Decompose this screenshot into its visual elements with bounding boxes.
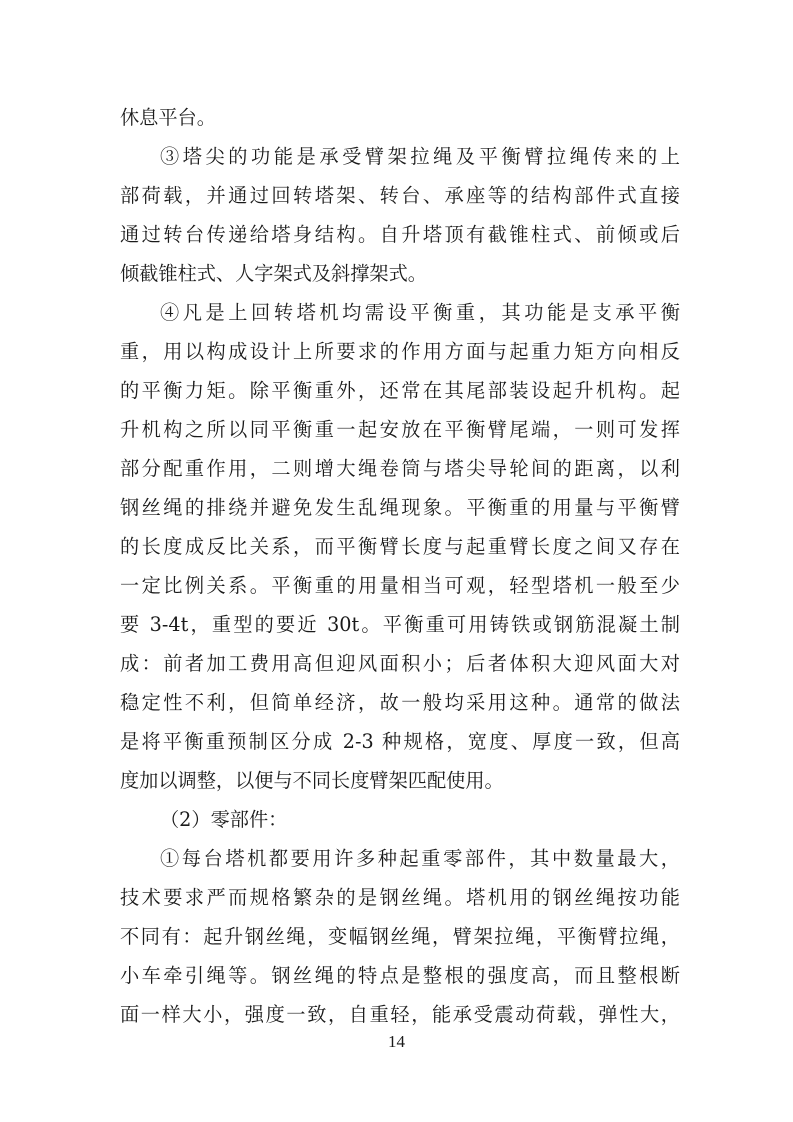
text-line: 是将平衡重预制区分成 2-3 种规格，宽度、厚度一致，但高	[120, 730, 680, 753]
text-line: 升机构之所以同平衡重一起安放在平衡臂尾端，一则可发挥	[120, 418, 680, 441]
text-line: 成：前者加工费用高但迎风面积小；后者体积大迎风面大对	[120, 652, 680, 675]
text-line: 面一样大小，强度一致，自重轻，能承受震动荷载，弹性大，	[120, 1003, 680, 1026]
text-line: 稳定性不利，但简单经济，故一般均采用这种。通常的做法	[120, 691, 680, 714]
text-line: 的长度成反比关系，而平衡臂长度与起重臂长度之间又存在	[120, 535, 680, 558]
body-text	[120, 98, 680, 1034]
text-line: 技术要求严而规格繁杂的是钢丝绳。塔机用的钢丝绳按功能	[120, 886, 680, 909]
text-line: ③塔尖的功能是承受臂架拉绳及平衡臂拉绳传来的上	[160, 145, 680, 168]
text-line: 钢丝绳的排绕并避免发生乱绳现象。平衡重的用量与平衡臂	[120, 496, 680, 519]
text-line: 一定比例关系。平衡重的用量相当可观，轻型塔机一般至少	[120, 574, 680, 597]
text-line: 部荷载，并通过回转塔架、转台、承座等的结构部件式直接	[120, 184, 680, 207]
text-line: 的平衡力矩。除平衡重外，还常在其尾部装设起升机构。起	[120, 379, 680, 402]
text-line: 不同有：起升钢丝绳，变幅钢丝绳，臂架拉绳，平衡臂拉绳，	[120, 925, 680, 948]
text-line: 休息平台。	[120, 106, 216, 129]
text-line: 通过转台传递给塔身结构。自升塔顶有截锥柱式、前倾或后	[120, 223, 680, 246]
text-line: 小车牵引绳等。钢丝绳的特点是整根的强度高，而且整根断	[120, 964, 680, 987]
text-line: ①每台塔机都要用许多种起重零部件，其中数量最大，	[160, 847, 680, 870]
text-line: 要 3-4t，重型的要近 30t。平衡重可用铸铁或钢筋混凝土制	[120, 613, 680, 636]
section-heading: （2）零部件：	[160, 808, 288, 831]
text-line: 度加以调整，以便与不同长度臂架匹配使用。	[120, 769, 504, 792]
text-line: 倾截锥柱式、人字架式及斜撑架式。	[120, 262, 427, 285]
text-line: 部分配重作用，二则增大绳卷筒与塔尖导轮间的距离，以利	[120, 457, 680, 480]
page-number: 14	[388, 1032, 405, 1051]
text-line: ④凡是上回转塔机均需设平衡重，其功能是支承平衡	[160, 301, 680, 324]
text-line: 重，用以构成设计上所要求的作用方面与起重力矩方向相反	[120, 340, 680, 363]
